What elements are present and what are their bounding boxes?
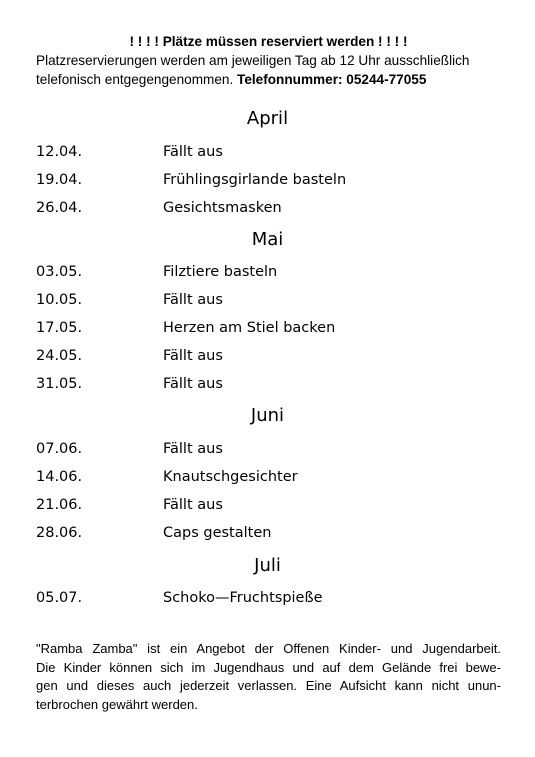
footer-line: Die Kinder können sich im Jugendhaus und auf dem Gelände frei bewe-: [36, 659, 501, 675]
phone-number: Telefonnummer: 05244-77055: [237, 72, 427, 87]
reservation-info-line-1: Platzreservierungen werden am jeweiligen Tag ab 12 Uhr ausschließlich: [36, 53, 470, 68]
event-date: 24.05.: [36, 348, 83, 364]
footer-line: gen und dieses auch jederzeit verlassen. Eine Aufsicht kann nicht unun-: [36, 678, 501, 693]
event-title: Gesichtsmasken: [163, 200, 282, 216]
event-title: Herzen am Stiel backen: [163, 320, 336, 336]
event-title: Fällt aus: [163, 441, 223, 457]
event-title: Fällt aus: [163, 144, 223, 160]
reservation-notice: [36, 32, 501, 89]
event-date: 03.05.: [36, 264, 83, 280]
event-date: 28.06.: [36, 525, 83, 541]
event-date: 07.06.: [36, 441, 83, 457]
event-title: Fällt aus: [163, 348, 223, 364]
month-juli-heading: Juli: [254, 555, 281, 576]
month-april-heading: April: [246, 108, 289, 129]
event-date: 26.04.: [36, 200, 83, 216]
event-date: 21.06.: [36, 497, 83, 513]
footer-line: "Ramba Zamba" ist ein Angebot der Offenen Kinder- und Jugendarbeit.: [36, 641, 501, 656]
event-date: 12.04.: [36, 144, 83, 160]
footer-disclaimer: [36, 640, 501, 714]
event-title: Fällt aus: [163, 497, 223, 513]
event-date: 17.05.: [36, 320, 83, 336]
event-title: Knautschgesichter: [163, 469, 298, 485]
event-title: Schoko—Fruchtspieße: [163, 590, 323, 606]
reservation-info-line-2: [36, 70, 501, 89]
reservation-warning: ! ! ! ! Plätze müssen reserviert werden ! ! ! !: [129, 34, 408, 49]
event-title: Frühlingsgirlande basteln: [163, 172, 347, 188]
event-date: 19.04.: [36, 172, 83, 188]
month-juni-heading: Juni: [250, 405, 285, 426]
event-date: 14.06.: [36, 469, 83, 485]
event-title: Fällt aus: [163, 376, 223, 392]
event-title: Caps gestalten: [163, 525, 272, 541]
reservation-info-text: telefonisch entgegengenommen.: [36, 72, 234, 87]
event-date: 05.07.: [36, 590, 83, 606]
month-mai-heading: Mai: [251, 229, 284, 250]
event-title: Filztiere basteln: [163, 264, 278, 280]
event-date: 10.05.: [36, 292, 83, 308]
footer-line: terbrochen gewährt werden.: [36, 696, 198, 712]
event-title: Fällt aus: [163, 292, 223, 308]
event-date: 31.05.: [36, 376, 83, 392]
